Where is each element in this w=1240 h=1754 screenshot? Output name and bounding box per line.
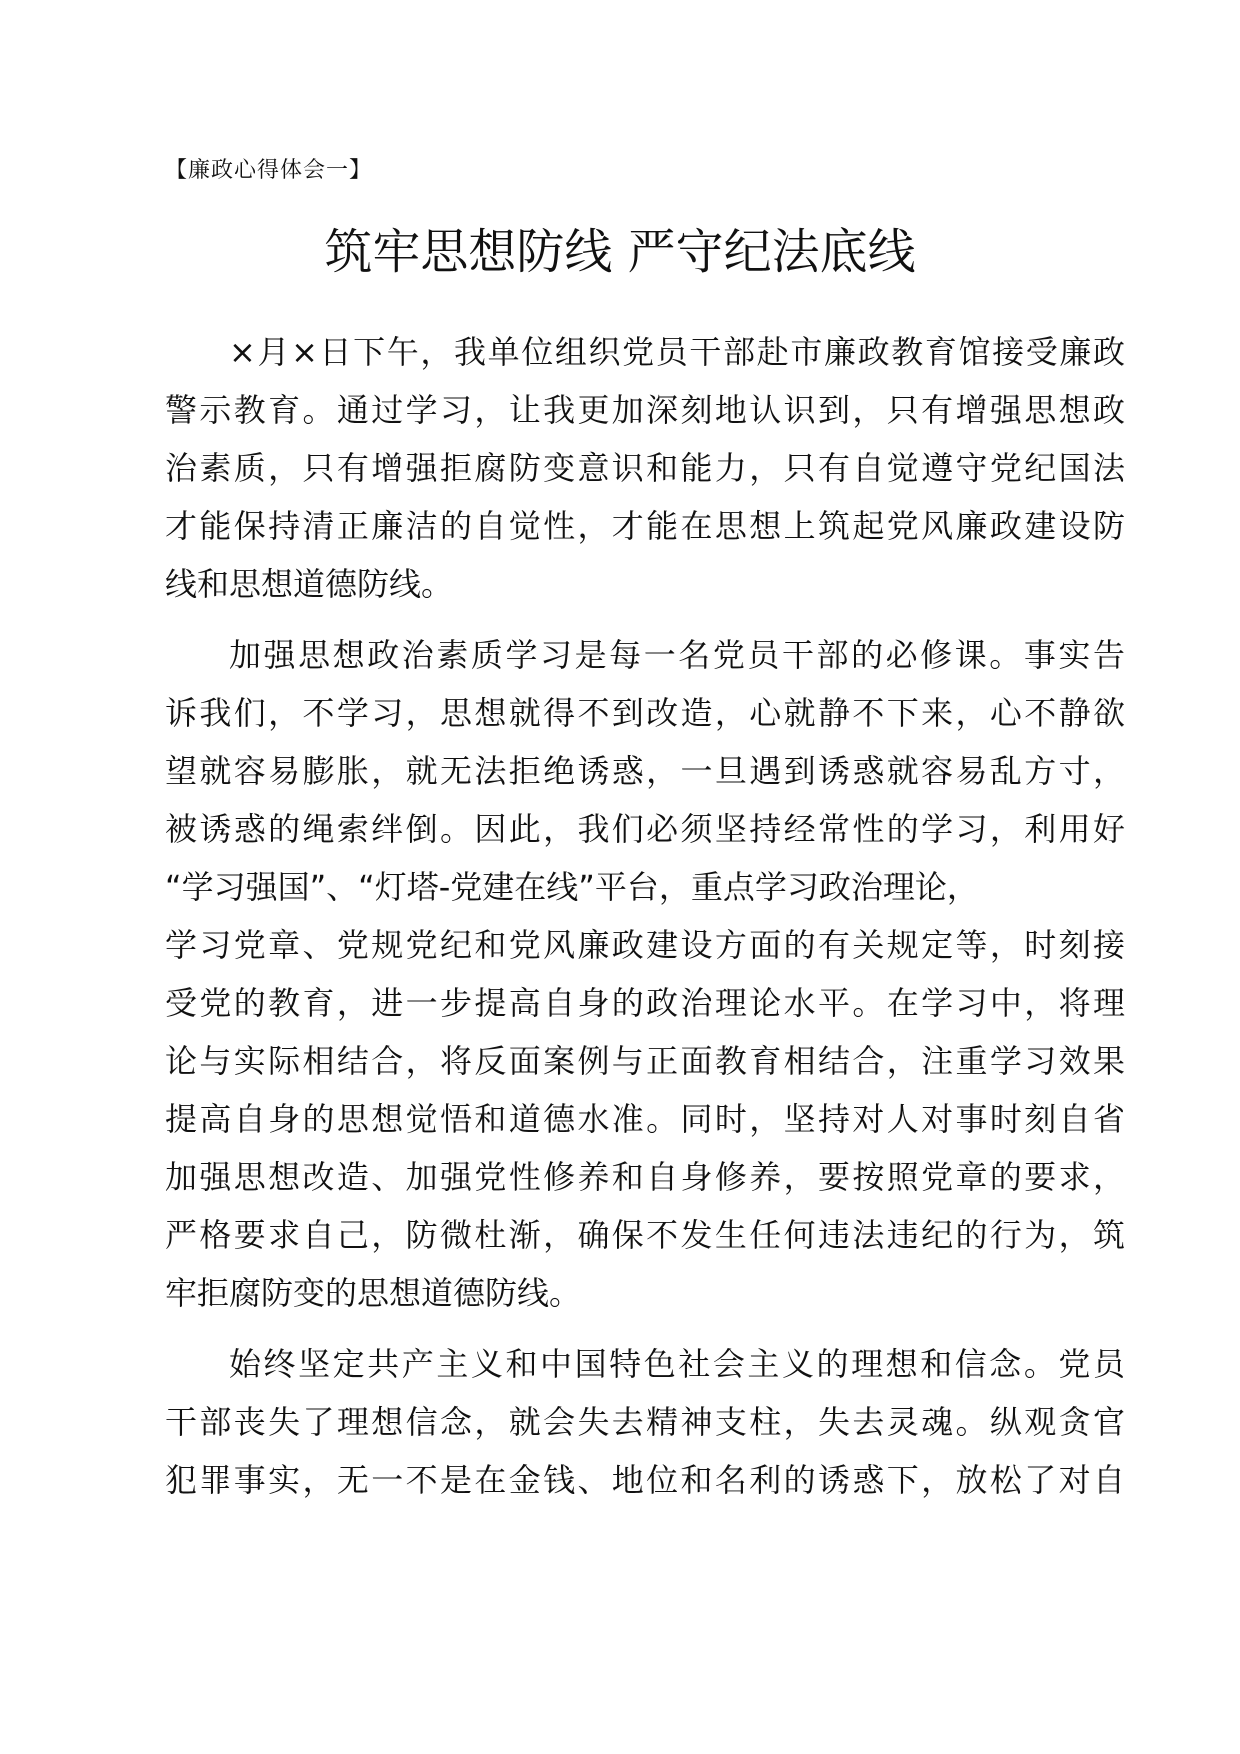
text-line: ×月×日下午，我单位组织党员干部赴市廉政教育馆接受廉政 xyxy=(229,333,1125,371)
text-line: 被诱惑的绳索绊倒。因此，我们必须坚持经常性的学习，利用好 xyxy=(165,810,1125,848)
document-title: 筑牢思想防线 严守纪法底线 xyxy=(324,224,916,280)
text-line: 干部丧失了理想信念，就会失去精神支柱，失去灵魂。纵观贪官 xyxy=(165,1403,1125,1441)
text-line: 牢拒腐防变的思想道德防线。 xyxy=(165,1274,582,1312)
text-line: 受党的教育，进一步提高自身的政治理论水平。在学习中，将理 xyxy=(165,984,1125,1022)
text-line: 望就容易膨胀，就无法拒绝诱惑，一旦遇到诱惑就容易乱方寸， xyxy=(165,752,1125,790)
text-line: “学习强国”、“灯塔-党建在线”平台，重点学习政治理论， xyxy=(165,868,979,906)
document-body xyxy=(165,323,1125,1522)
paragraph xyxy=(165,626,1125,1322)
text-line: 始终坚定共产主义和中国特色社会主义的理想和信念。党员 xyxy=(229,1345,1125,1383)
text-line: 诉我们，不学习，思想就得不到改造，心就静不下来，心不静欲 xyxy=(165,694,1125,732)
text-line: 严格要求自己，防微杜渐，确保不发生任何违法违纪的行为，筑 xyxy=(165,1216,1125,1254)
text-line: 治素质，只有增强拒腐防变意识和能力，只有自觉遵守党纪国法 xyxy=(165,449,1125,487)
paragraph xyxy=(165,1335,1125,1509)
document-label: 【廉政心得体会一】 xyxy=(165,158,373,183)
text-line: 线和思想道德防线。 xyxy=(165,565,454,603)
text-line: 才能保持清正廉洁的自觉性，才能在思想上筑起党风廉政建设防 xyxy=(165,507,1125,545)
text-line: 学习党章、党规党纪和党风廉政建设方面的有关规定等，时刻接 xyxy=(165,926,1125,964)
paragraph xyxy=(165,323,1125,613)
text-line: 犯罪事实，无一不是在金钱、地位和名利的诱惑下，放松了对自 xyxy=(165,1461,1125,1499)
text-line: 警示教育。通过学习，让我更加深刻地认识到，只有增强思想政 xyxy=(165,391,1125,429)
text-line: 论与实际相结合，将反面案例与正面教育相结合，注重学习效果 xyxy=(165,1042,1125,1080)
text-line: 提高自身的思想觉悟和道德水准。同时，坚持对人对事时刻自省 xyxy=(165,1100,1125,1138)
text-line: 加强思想政治素质学习是每一名党员干部的必修课。事实告 xyxy=(229,636,1125,674)
text-line: 加强思想改造、加强党性修养和自身修养，要按照党章的要求， xyxy=(165,1158,1125,1196)
